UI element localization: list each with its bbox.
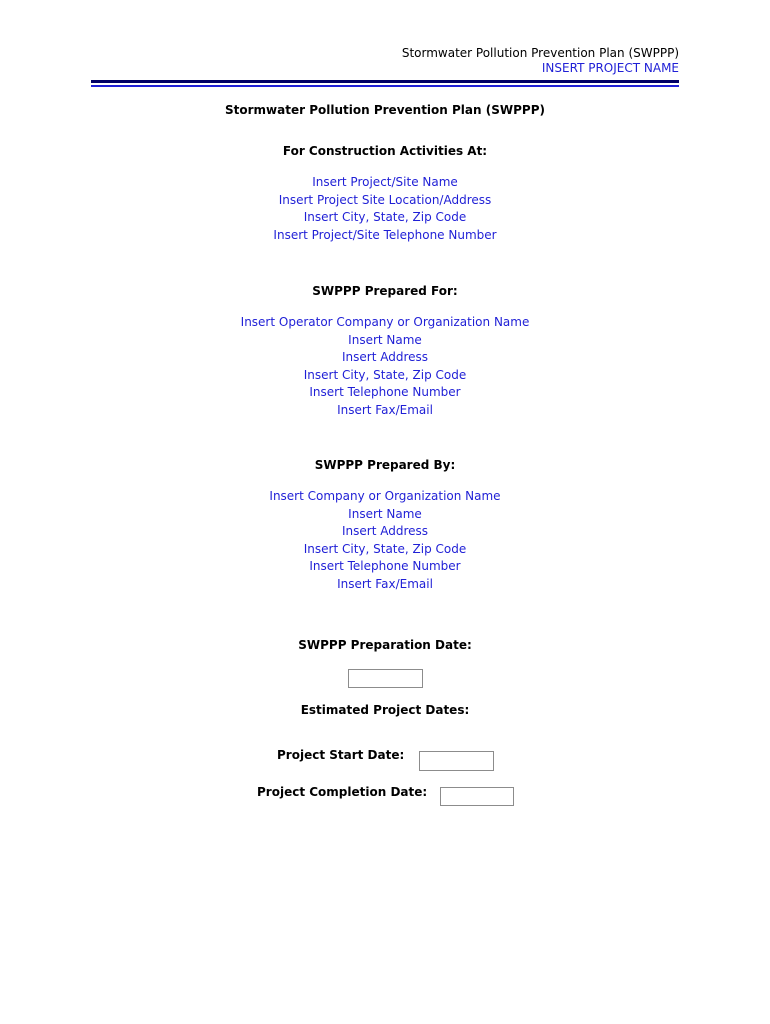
header-rule-thick xyxy=(91,80,679,83)
prepared-for-fax-email[interactable]: Insert Fax/Email xyxy=(337,402,433,417)
prep-date-heading: SWPPP Preparation Date: xyxy=(298,638,472,652)
prepared-by-address[interactable]: Insert Address xyxy=(341,524,429,538)
header-title: Stormwater Pollution Prevention Plan (SWPPP) xyxy=(401,46,679,60)
prepared-by-heading: SWPPP Prepared By: xyxy=(314,458,456,472)
site-block xyxy=(0,174,770,244)
prepared-by-telephone[interactable]: Insert Telephone Number xyxy=(309,559,461,573)
prepared-by-block xyxy=(0,488,770,593)
completion-date-field[interactable] xyxy=(440,787,514,806)
document-title: Stormwater Pollution Prevention Plan (SWPPP) xyxy=(225,103,545,117)
page-header xyxy=(402,46,679,76)
site-city-state-zip[interactable]: Insert City, State, Zip Code xyxy=(303,210,467,224)
prep-date-field[interactable] xyxy=(348,669,423,688)
construction-heading: For Construction Activities At: xyxy=(282,144,488,158)
prepared-by-company[interactable]: Insert Company or Organization Name xyxy=(269,489,501,503)
prepared-for-telephone[interactable]: Insert Telephone Number xyxy=(309,385,461,399)
start-date-label: Project Start Date: xyxy=(277,748,405,762)
header-rule-thin xyxy=(91,85,679,87)
prepared-by-city-state-zip[interactable]: Insert City, State, Zip Code xyxy=(303,541,467,556)
header-project-name: INSERT PROJECT NAME xyxy=(541,61,679,75)
prepared-by-fax-email[interactable]: Insert Fax/Email xyxy=(337,576,433,591)
prepared-for-city-state-zip[interactable]: Insert City, State, Zip Code xyxy=(303,367,467,382)
completion-date-label: Project Completion Date: xyxy=(257,785,428,799)
estimated-dates-heading: Estimated Project Dates: xyxy=(300,703,470,717)
site-address[interactable]: Insert Project Site Location/Address xyxy=(278,192,492,207)
site-name[interactable]: Insert Project/Site Name xyxy=(312,175,458,189)
prepared-for-name[interactable]: Insert Name xyxy=(348,332,422,347)
prepared-for-address[interactable]: Insert Address xyxy=(341,350,429,364)
prepared-by-name[interactable]: Insert Name xyxy=(348,506,422,521)
prepared-for-heading: SWPPP Prepared For: xyxy=(312,284,458,298)
prepared-for-block xyxy=(0,314,770,419)
prepared-for-company[interactable]: Insert Operator Company or Organization Name xyxy=(240,315,530,329)
start-date-field[interactable] xyxy=(419,751,494,771)
site-telephone[interactable]: Insert Project/Site Telephone Number xyxy=(273,227,497,242)
